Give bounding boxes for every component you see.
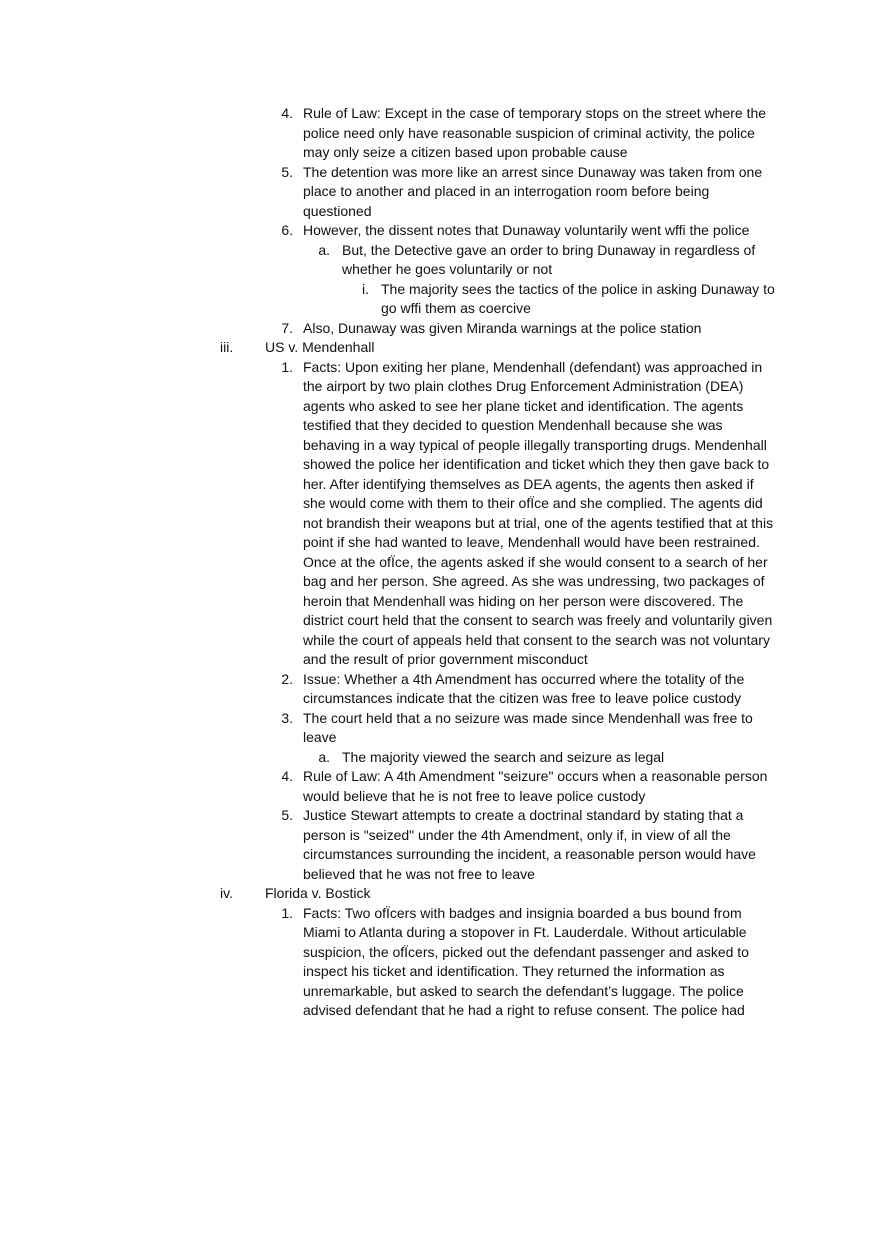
list-item-text: The court held that a no seizure was made since Mendenhall was free to leave <box>303 709 753 745</box>
list-item-text: Rule of Law: Except in the case of temporary stops on the street where the police need only have reasonable suspicion of criminal activity, the police may only seize a citizen based upon probable cause <box>303 105 767 160</box>
list-subsubitem <box>362 280 778 319</box>
list-item <box>281 767 778 806</box>
list-item-text: Rule of Law: A 4th Amendment "seizure" occurs when a reasonable person would believe that he is not free to leave police custody <box>303 768 768 804</box>
list-marker: iii. <box>220 339 234 355</box>
list-marker: 2. <box>281 670 293 687</box>
list-item-text: Justice Stewart attempts to create a doctrinal standard by stating that a person is "seized" under the 4th Amendment, only if, in view of all the circumstances surrounding the incident, a reasonable person would have believed that he was not free to leave <box>303 807 756 882</box>
list-item <box>281 806 778 884</box>
list-item <box>281 358 778 670</box>
list-item-text: The majority viewed the search and seizure as legal <box>342 748 665 765</box>
list-item-text: But, the Detective gave an order to bring Dunaway in regardless of whether he goes voluntarily or not <box>342 241 756 277</box>
list-item <box>281 104 778 163</box>
list-item-text: However, the dissent notes that Dunaway voluntarily went wffi the police <box>303 222 750 238</box>
list-marker: 4. <box>281 105 293 121</box>
list-item <box>281 709 778 748</box>
list-subitem <box>318 748 778 768</box>
list-marker: i. <box>362 280 369 297</box>
case-title: US v. Mendenhall <box>265 339 375 355</box>
list-item <box>281 670 778 709</box>
list-item-text: The detention was more like an arrest since Dunaway was taken from one place to another and placed in an interrogation room before being questioned <box>303 163 763 219</box>
list-marker: 1. <box>281 358 293 375</box>
list-item <box>281 904 778 1021</box>
list-item <box>281 319 778 339</box>
document-body <box>0 104 880 1021</box>
list-marker: iv. <box>220 885 233 901</box>
case-heading <box>220 338 778 358</box>
list-marker: a. <box>318 748 330 765</box>
list-marker: 3. <box>281 709 293 726</box>
case-heading <box>220 884 778 904</box>
list-marker: 1. <box>281 904 293 921</box>
list-marker: 6. <box>281 222 293 238</box>
list-item-text: Facts: Upon exiting her plane, Mendenhall (defendant) was approached in the airport by two plain clothes Drug Enforcement Administration (DEA) agents who asked to see her plane ticket and identification. The agents testified that they decided to question Mendenhall because she was behaving in a way typical of people illegally transporting drugs. Mendenhall showed the police her identification and ticket which they then gave back to her. After identifying themselves as DEA agents, the agents then asked if she would come with them to their ofÏce and she complied. The agents did not brandish their weapons but at trial, one of the agents testified that at this point if she had wanted to leave, Mendenhall would have been restrained. Once at the ofÏce, the agents asked if she would consent to a search of her bag and her person. She agreed. As she was undressing, two packages of heroin that Mendenhall was hiding on her person were discovered. The district court held that the consent to search was freely and voluntarily given while the court of appeals held that consent to the search was not voluntary and the result of prior government misconduct <box>303 358 774 667</box>
list-marker: 5. <box>281 163 293 180</box>
list-item <box>281 163 778 222</box>
list-marker: 7. <box>281 319 293 336</box>
list-item-text: Facts: Two ofÏcers with badges and insignia boarded a bus bound from Miami to Atlanta during a stopover in Ft. Lauderdale. Without articulable suspicion, the ofÏcers, picked out the defendant passenger and asked to inspect his ticket and identification. They returned the information as unremarkable, but asked to search the defendant’s luggage. The police advised defendant that he had a right to refuse consent. The police had <box>303 904 749 1018</box>
list-item <box>281 221 778 241</box>
list-item-text: Also, Dunaway was given Miranda warnings at the police station <box>303 319 702 336</box>
list-marker: 5. <box>281 807 293 823</box>
list-marker: 4. <box>281 768 293 784</box>
list-item-text: Issue: Whether a 4th Amendment has occurred where the totality of the circumstances indicate that the citizen was free to leave police custody <box>303 670 745 706</box>
list-subitem <box>318 241 778 280</box>
case-title: Florida v. Bostick <box>265 885 371 901</box>
list-item-text: The majority sees the tactics of the police in asking Dunaway to go wffi them as coercive <box>381 280 775 316</box>
list-marker: a. <box>318 241 330 258</box>
